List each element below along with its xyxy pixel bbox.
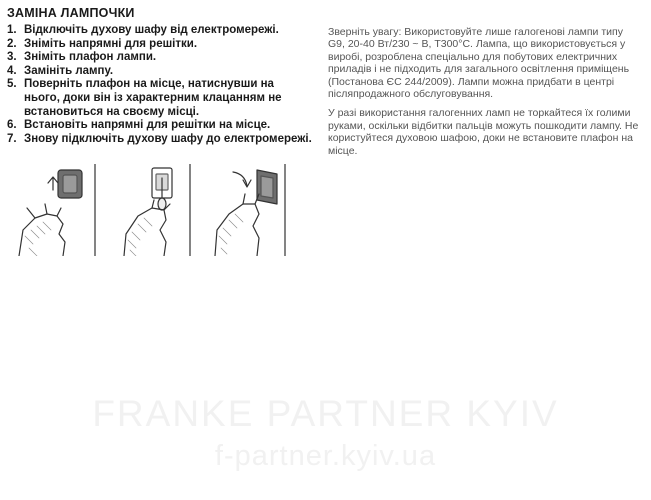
steps-list <box>7 24 312 146</box>
step-number: 5. <box>7 78 17 91</box>
step-text: Зніміть напрямні для решітки. <box>24 37 198 50</box>
step-text: Встановіть напрямні для решітки на місце. <box>24 119 271 132</box>
arrow-up-icon <box>48 177 58 190</box>
step-number: 3. <box>7 51 17 64</box>
step-text: Відключіть духову шафу від електромережі. <box>24 24 279 36</box>
step-text: Зніміть плафон лампи. <box>24 51 157 64</box>
step-item <box>7 65 312 79</box>
step-number: 1. <box>7 24 17 36</box>
note-paragraph: Зверніть увагу: Використовуйте лише галогенові лампи типу G9, 20-40 Вт/230 ~ В, Т300°C. Лампа, що використовується у виробі, розроблена спеціально для побутових електричних приладів і не підходить для загального освітлення приміщень (Постанова ЄС 244/2009). Лампи можна придбати в центрі післяпродажного обслуговування. <box>328 26 630 101</box>
note-paragraph: У разі використання галогенних ламп не торкайтеся їх голими руками, оскільки відбитки пальців можуть пошкодити лампу. Не користуйтеся духовою шафою, доки не встановите плафон на місце. <box>328 107 639 157</box>
notes-column <box>328 26 640 164</box>
step-item <box>7 78 312 119</box>
step-text: Замініть лампу. <box>24 64 114 77</box>
step-item <box>7 51 312 65</box>
step-number: 7. <box>7 132 17 145</box>
step-item <box>7 133 312 147</box>
watermark-url: f-partner.kyiv.ua <box>214 440 437 472</box>
illustration-refit-cover <box>205 164 297 256</box>
step-text: Знову підключіть духову шафу до електромережі. <box>24 132 312 145</box>
step-number: 6. <box>7 119 17 132</box>
hand-icon <box>124 208 166 256</box>
step-item <box>7 24 312 38</box>
watermark-brand: FRANKE PARTNER KYIV <box>92 393 559 434</box>
step-number: 2. <box>7 37 17 50</box>
section-title: ЗАМІНА ЛАМПОЧКИ <box>7 6 135 20</box>
hand-icon <box>19 214 65 256</box>
step-number: 4. <box>7 64 17 77</box>
arrow-down-icon <box>233 172 251 187</box>
illustration-remove-cover <box>13 164 105 256</box>
step-item <box>7 38 312 52</box>
step-item <box>7 119 312 133</box>
step-text: Поверніть плафон на місце, натиснувши на нього, доки він із характерним клацанням не встановиться на своєму місці. <box>24 78 282 118</box>
illustration-replace-lamp <box>112 164 204 256</box>
